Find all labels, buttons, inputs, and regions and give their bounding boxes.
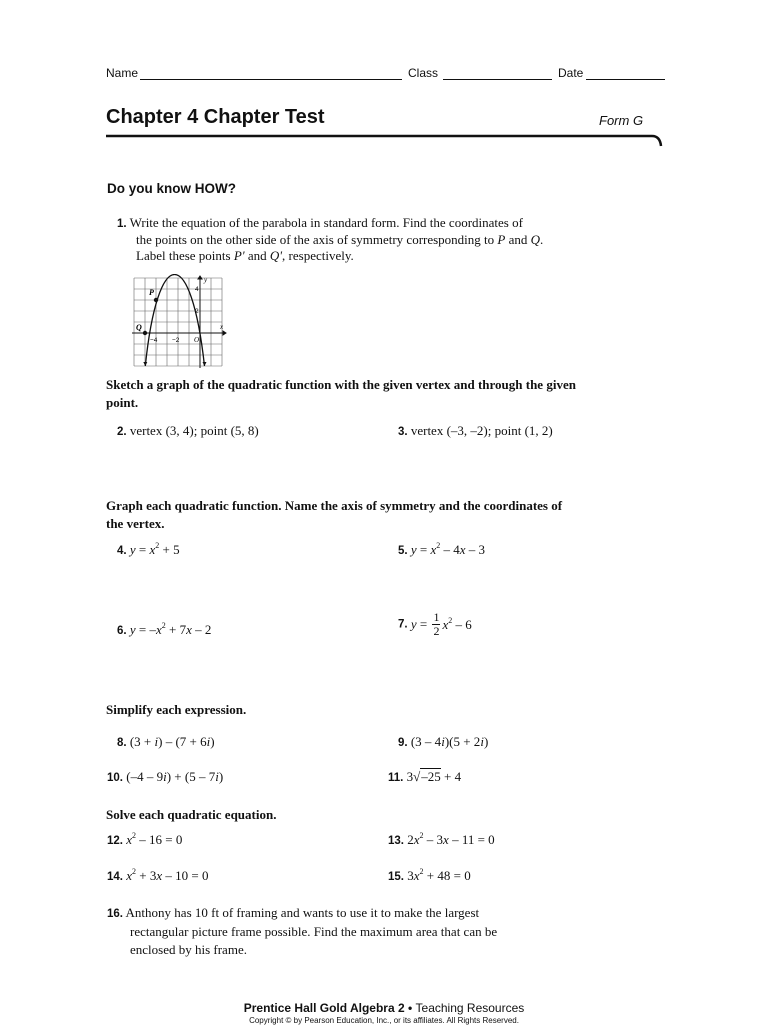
question-15 [388,868,471,884]
question-10 [107,769,223,785]
q9-i2: i [480,734,484,749]
q15-x: x [413,868,420,883]
q14-x2: x [156,868,163,883]
q6-y: y [129,622,136,637]
question-5 [398,542,485,558]
q14-rest: – 10 = 0 [162,868,209,883]
q15-rest: + 48 = 0 [423,868,471,883]
q8-a: (3 + [129,734,155,749]
q1-line2: the points on the other side of the axis of symmetry corresponding to [136,232,498,247]
point-p-dot [154,298,158,302]
question-number: 10. [107,772,123,784]
q13-a: 2 [407,832,414,847]
question-number: 16. [107,908,123,920]
q13-mid: – 3 [423,832,444,847]
q15-a: 3 [407,868,414,883]
q7-rest: – 6 [452,616,472,632]
q1-point-q-prime: Q' [269,248,283,263]
q16-line2: rectangular picture frame possible. Find the maximum area that can be [130,924,498,939]
footer-book-title [0,1001,768,1015]
question-11 [388,769,461,785]
date-blank[interactable] [586,67,665,80]
q12-rest: – 16 = 0 [136,832,183,847]
q1-period: . [540,232,544,247]
name-label: Name [106,66,139,80]
instruction-graph [106,497,646,533]
q2-text: vertex (3, 4); point (5, 8) [129,423,259,438]
q5-x: x [430,542,437,557]
q11-radicand: –25 [421,769,441,784]
q7-fraction [432,611,440,638]
question-number: 7. [398,618,408,631]
question-9 [398,734,488,750]
q14-mid: + 3 [136,868,157,883]
question-number: 15. [388,871,404,883]
q7-eq: = [416,616,431,632]
q9-b: )(5 + 2 [444,734,481,749]
q1-point-p: P [497,232,506,247]
instruction-sketch [106,376,646,412]
question-number: 11. [388,772,404,784]
q10-c: ) [218,769,224,784]
q6-exp: 2 [161,621,166,630]
graph-origin: O [194,336,200,344]
graph-label-y: y [204,276,208,284]
q6-eq: = – [135,622,156,637]
question-1 [117,215,637,264]
footer-resources: Teaching Resources [415,1001,525,1015]
question-14 [107,868,209,884]
q9-i1: i [441,734,445,749]
title-rule [104,130,666,152]
q7-y: y [410,616,417,632]
q4-y: y [129,542,136,557]
q5-mid: – 4 [440,542,460,557]
q9-c: ) [483,734,489,749]
q1-line1: Write the equation of the parabola in standard form. Find the coordinates of [129,215,523,230]
q10-a: (–4 – 9 [126,769,164,784]
q16-line1: Anthony has 10 ft of framing and wants to use it to make the largest [125,905,480,920]
q5-y: y [410,542,417,557]
question-number: 4. [117,545,127,557]
q8-c: ) [210,734,215,749]
instruction-simplify: Simplify each expression. [106,702,247,717]
q8-b: ) – (7 + 6 [158,734,207,749]
question-3 [398,423,553,439]
graph-tick-4: 4 [195,286,199,293]
footer-book: Prentice Hall Gold Algebra 2 [243,1001,405,1015]
instruction-solve: Solve each quadratic equation. [106,807,277,822]
q15-exp: 2 [419,867,424,876]
graph-label-x: x [220,323,224,331]
q1-and: and [505,232,531,247]
page-title: Chapter 4 Chapter Test [106,106,325,128]
q16-line3: enclosed by his frame. [130,942,247,957]
question-8 [117,734,215,750]
instruction-sketch-line1: Sketch a graph of the quadratic function with the given vertex and through the given [106,377,576,392]
q1-point-p-prime: P' [233,248,245,263]
q1-point-q: Q [530,232,541,247]
question-number: 9. [398,737,408,749]
question-16 [107,904,567,959]
question-number: 1. [117,218,127,230]
q8-i1: i [154,734,159,749]
instruction-sketch-line2: point. [106,395,139,410]
q7-x: x [442,616,449,632]
q5-eq: = [416,542,431,557]
footer-copyright: Copyright © by Pearson Education, Inc., or its affiliates. All Rights Reserved. [249,1016,519,1025]
graph-label-q: Q [136,323,142,332]
question-number: 12. [107,835,123,847]
q12-exp: 2 [132,831,137,840]
class-field [408,66,552,80]
question-number: 5. [398,545,408,557]
instruction-graph-line2: the vertex. [106,516,165,531]
q6-rest: – 2 [191,622,212,637]
class-label: Class [408,66,439,80]
q6-mid: + 7 [165,622,187,637]
graph-label-p: P [149,288,154,297]
q12-x: x [126,832,133,847]
question-number: 3. [398,426,408,438]
q1-line3: Label these points [136,248,234,263]
q10-i2: i [215,769,219,784]
q9-a: (3 – 4 [410,734,442,749]
q6-x: x [155,622,162,637]
question-number: 14. [107,871,123,883]
question-6 [117,622,211,638]
q11-radical-sign: √ [413,769,421,784]
q14-exp: 2 [132,867,137,876]
q3-text: vertex (–3, –2); point (1, 2) [410,423,553,438]
q4-exp: 2 [155,541,160,550]
instruction-graph-line1: Graph each quadratic function. Name the axis of symmetry and the coordinates of [106,498,563,513]
q7-exp: 2 [448,615,453,625]
question-7 [398,611,472,638]
q5-rest: – 3 [465,542,486,557]
q6-x2: x [186,622,192,637]
date-field [558,66,665,80]
q7-numerator: 1 [433,610,440,624]
question-number: 8. [117,737,127,749]
q10-b: ) + (5 – 7 [166,769,216,784]
form-label: Form G [599,113,644,128]
point-q-dot [143,331,147,335]
q11-rest: + 4 [440,769,462,784]
q1-and-2: and [244,248,270,263]
q13-x: x [413,832,420,847]
q13-exp: 2 [419,831,424,840]
graph-tick-neg2: −2 [172,337,180,344]
q4-x: x [149,542,156,557]
question-2 [117,423,259,439]
q13-x2: x [443,832,449,847]
q14-x: x [126,868,133,883]
q5-x2: x [459,542,466,557]
graph-tick-2: 2 [195,308,199,315]
q10-i1: i [163,769,167,784]
q11-coef: 3 [406,769,414,784]
parabola-graph [130,274,232,370]
q1-respectively: , respectively. [282,248,354,263]
question-number: 2. [117,426,127,438]
name-field [106,66,402,80]
q4-eq: = [135,542,150,557]
q5-exp: 2 [436,541,441,550]
question-number: 6. [117,625,127,637]
footer-bullet: • [404,1001,416,1015]
q7-denominator: 2 [433,624,440,638]
question-12 [107,832,182,848]
class-blank[interactable] [443,67,552,80]
question-4 [117,542,180,558]
q8-i2: i [206,734,211,749]
question-13 [388,832,495,848]
graph-tick-neg4: −4 [150,337,158,344]
date-label: Date [558,66,584,80]
name-blank[interactable] [140,67,402,80]
q4-rest: + 5 [159,542,180,557]
question-number: 13. [388,835,404,847]
q13-rest: – 11 = 0 [448,832,495,847]
section-heading: Do you know HOW? [107,181,236,196]
